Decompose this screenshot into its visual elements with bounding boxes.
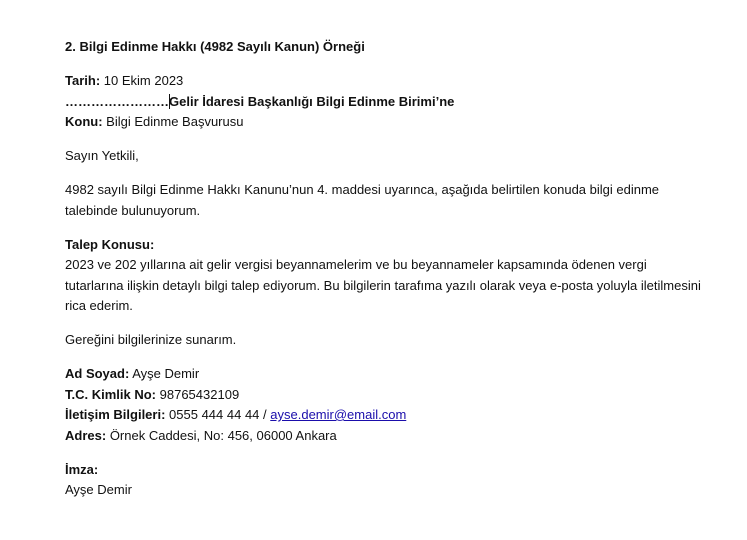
contact-label: İletişim Bilgileri: [65,407,166,422]
request-paragraph: 2023 ve 202 yıllarına ait gelir vergisi beyannamelerim ve bu beyannameler kapsamında ödenen vergi tutarlarına ilişkin detaylı bilgi talep ediyorum. Bu bilgilerin tarafıma yazılı olarak veya e-posta yoluyla iletilmesini rica ederim. [65,257,701,313]
address-line [65,426,705,447]
email-link[interactable]: ayse.demir@email.com [270,407,407,422]
tc-line [65,385,705,406]
intro-paragraph: 4982 sayılı Bilgi Edinme Hakkı Kanunu’nun 4. maddesi uyarınca, aşağıda belirtilen konuda bilgi edinme talebinde bulunuyorum. [65,182,660,218]
document-page [65,37,705,501]
date-line [65,71,705,92]
applicant-name-line [65,364,705,385]
contact-line [65,405,705,426]
request-label: Talep Konusu: [65,236,155,252]
date-value: 10 Ekim 2023 [103,73,184,88]
address-value: Örnek Caddesi, No: 456, 06000 Ankara [109,427,337,443]
subject-line [65,112,705,133]
subject-label: Konu: [65,114,103,129]
closing-line: Gereğini bilgilerinize sunarım. [65,332,237,347]
tc-value: 98765432109 [159,386,240,402]
recipient-line [65,92,705,113]
subject-value: Bilgi Edinme Başvurusu [106,114,244,129]
phone-value: 0555 444 44 44 / [169,407,267,422]
date-label: Tarih: [65,73,101,88]
tc-label: T.C. Kimlik No: [65,386,157,402]
signature-name: Ayşe Demir [65,482,132,497]
address-label: Adres: [65,427,107,443]
signature-label: İmza: [65,461,99,477]
salutation: Sayın Yetkili, [65,148,139,163]
recipient-name: Gelir İdaresi Başkanlığı Bilgi Edinme Birimi’ne [169,93,455,109]
name-label: Ad Soyad: [65,366,130,381]
document-heading: 2. Bilgi Edinme Hakkı (4982 Sayılı Kanun) Örneği [65,39,365,54]
name-value: Ayşe Demir [132,366,200,381]
recipient-dots: …………………… [65,93,169,109]
